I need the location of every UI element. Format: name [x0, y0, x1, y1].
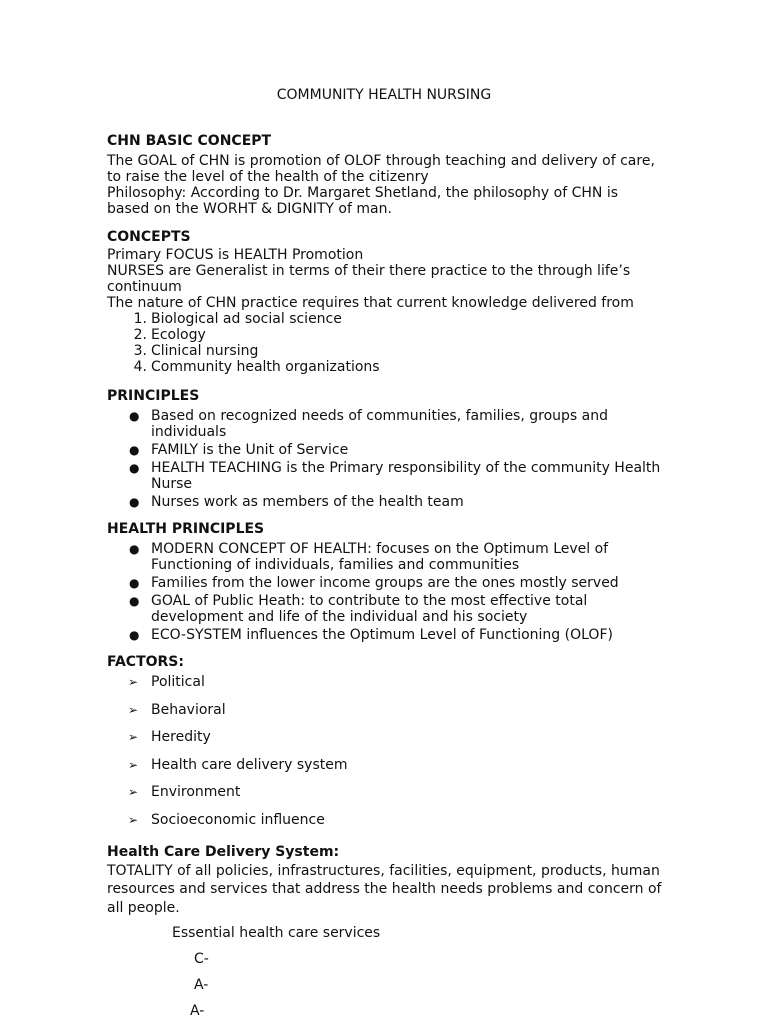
bullet-icon: ● [129, 443, 140, 457]
list-item: 1. Biological ad social science [133, 311, 342, 327]
bullet-list [107, 541, 667, 643]
section-concepts [107, 229, 667, 375]
paragraph-line: continuum [107, 279, 182, 295]
bullet-icon: ● [129, 576, 140, 590]
list-item: ● Based on recognized needs of communities, families, groups and individuals [129, 408, 608, 440]
list-item: ➢ Behavioral [128, 701, 226, 718]
section-heading: HEALTH PRINCIPLES [107, 521, 265, 537]
list-item: ● GOAL of Public Heath: to contribute to the most effective total development and life of the individual and his society [129, 593, 588, 625]
paragraph-line: all people. [107, 899, 180, 916]
list-item: ➢ Heredity [128, 729, 211, 746]
document-title: COMMUNITY HEALTH NURSING [276, 87, 492, 103]
arrow-bullet-icon: ➢ [128, 675, 139, 689]
arrow-bullet-icon: ➢ [128, 812, 139, 827]
paragraph-line: TOTALITY of all policies, infrastructures, facilities, equipment, products, human [107, 862, 660, 879]
acronym-letter: C- [194, 951, 209, 967]
list-item: ➢ Socioeconomic influence [128, 811, 325, 828]
section-heading: FACTORS: [107, 654, 184, 670]
section-factors [107, 654, 667, 840]
section-heading: CONCEPTS [107, 229, 191, 245]
section-heading: Health Care Delivery System: [107, 844, 340, 860]
section-principles [107, 388, 667, 512]
paragraph-line: NURSES are Generalist in terms of their there practice to the through life’s [107, 263, 631, 279]
list-item: 3. Clinical nursing [133, 343, 259, 359]
section-heading: CHN BASIC CONCEPT [107, 133, 272, 149]
paragraph-line: Philosophy: According to Dr. Margaret Shetland, the philosophy of CHN is [107, 185, 619, 201]
bullet-icon: ● [129, 461, 140, 475]
paragraph-line: Primary FOCUS is HEALTH Promotion [107, 247, 364, 263]
list-item: ● ECO-SYSTEM influences the Optimum Level of Functioning (OLOF) [129, 627, 613, 643]
paragraph-line: The nature of CHN practice requires that current knowledge delivered from [107, 295, 634, 311]
list-item: ● HEALTH TEACHING is the Primary responsibility of the community Health Nurse [129, 460, 661, 492]
bullet-icon: ● [129, 628, 140, 642]
section-health-principles [107, 521, 667, 645]
list-item: ● FAMILY is the Unit of Service [129, 442, 349, 458]
arrow-bullet-icon: ➢ [128, 785, 139, 800]
section-heading: PRINCIPLES [107, 388, 200, 404]
paragraph-line: The GOAL of CHN is promotion of OLOF through teaching and delivery of care, [107, 153, 655, 169]
numbered-list [107, 311, 667, 375]
section-health-care-delivery [107, 843, 687, 917]
bullet-list [107, 408, 667, 510]
paragraph-line: to raise the level of the health of the citizenry [107, 169, 429, 185]
acronym-letter: A- [190, 1003, 205, 1019]
list-item: ➢ Environment [128, 784, 241, 801]
essential-services-label: Essential health care services [172, 925, 381, 941]
arrow-bullet-icon: ➢ [128, 757, 139, 772]
arrow-bullet-icon: ➢ [128, 730, 139, 745]
list-item: 4. Community health organizations [133, 359, 380, 375]
list-item: ● Nurses work as members of the health team [129, 494, 464, 510]
list-item: ● Families from the lower income groups are the ones mostly served [129, 575, 619, 591]
list-item: ● MODERN CONCEPT OF HEALTH: focuses on the Optimum Level of Functioning of individuals, families and communities [129, 541, 609, 573]
paragraph-line: based on the WORHT & DIGNITY of man. [107, 201, 392, 217]
list-item: ➢ Political [128, 674, 205, 690]
bullet-icon: ● [129, 542, 140, 556]
arrow-bullet-icon: ➢ [128, 702, 139, 717]
bullet-icon: ● [129, 594, 140, 608]
section-basic-concept [107, 133, 667, 217]
arrow-list [107, 674, 667, 840]
acronym-letter: A- [194, 977, 209, 993]
list-item: ➢ Health care delivery system [128, 756, 348, 773]
list-item: 2. Ecology [133, 327, 206, 343]
bullet-icon: ● [129, 495, 140, 509]
paragraph-line: resources and services that address the health needs problems and concern of [107, 881, 662, 897]
bullet-icon: ● [129, 409, 140, 423]
